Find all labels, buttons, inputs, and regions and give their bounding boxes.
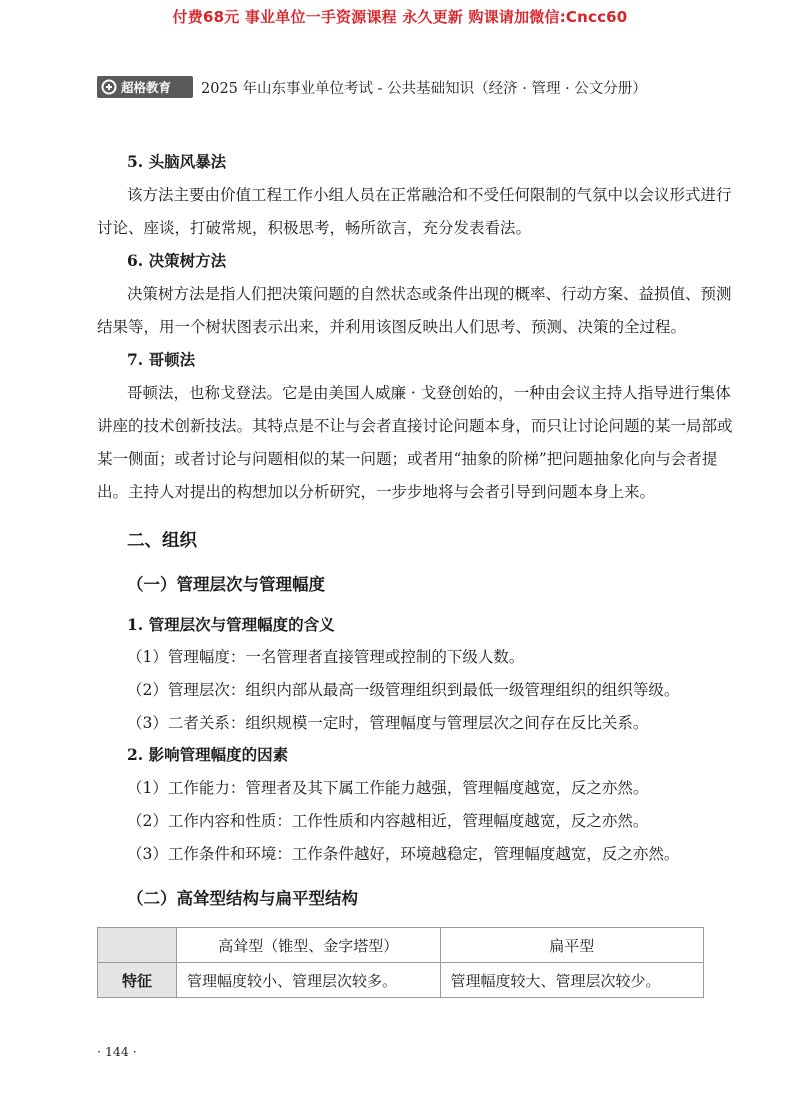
subsection-heading: （一）管理层次与管理幅度 <box>127 575 325 594</box>
table-header-row <box>98 928 704 963</box>
table-corner-cell <box>98 928 177 963</box>
promo-banner: 付费68元 事业单位一手资源课程 永久更新 购课请加微信:Cncc60 <box>172 8 628 26</box>
method-7-title: 7. 哥顿法 <box>127 350 196 369</box>
paragraph-line: 某一侧面；或者讨论与问题相似的某一问题；或者用“抽象的阶梯”把问题抽象化向与会者提 <box>97 450 718 468</box>
page-number: · 144 · <box>97 1044 137 1059</box>
column-header-tall: 高耸型（锥型、金字塔型） <box>177 928 441 963</box>
paragraph-line: 结果等，用一个树状图表示出来，并利用该图反映出人们思考、预测、决策的全过程。 <box>97 318 687 336</box>
logo-icon <box>101 79 117 95</box>
structure-comparison-table <box>97 927 704 998</box>
paragraph-line: 讲座的技术创新技法。其特点是不让与会者直接讨论问题本身，而只让讨论问题的某一局部或 <box>97 417 733 435</box>
table-row <box>98 963 704 998</box>
paragraph-line: 讨论、座谈，打破常规，积极思考，畅所欲言，充分发表看法。 <box>97 219 532 237</box>
section-heading: 二、组织 <box>127 531 197 551</box>
paragraph-line: 决策树方法是指人们把决策问题的自然状态或条件出现的概率、行动方案、益损值、预测 <box>127 285 732 303</box>
page-header <box>97 76 647 98</box>
row-header: 特征 <box>98 963 177 998</box>
list-item: （1）工作能力：管理者及其下属工作能力越强，管理幅度越宽，反之亦然。 <box>127 779 649 797</box>
point-1-title: 1. 管理层次与管理幅度的含义 <box>127 615 335 634</box>
method-6-title: 6. 决策树方法 <box>127 251 227 270</box>
table-cell: 管理幅度较小、管理层次较多。 <box>177 963 441 998</box>
point-2-title: 2. 影响管理幅度的因素 <box>127 745 289 764</box>
header-title: 2025 年山东事业单位考试 - 公共基础知识（经济 · 管理 · 公文分册） <box>201 80 647 97</box>
table-cell: 管理幅度较大、管理层次较少。 <box>440 963 704 998</box>
list-item: （3）二者关系：组织规模一定时，管理幅度与管理层次之间存在反比关系。 <box>127 714 649 732</box>
paragraph-line: 哥顿法，也称戈登法。它是由美国人威廉 · 戈登创始的，一种由会议主持人指导进行集体 <box>127 384 731 402</box>
paragraph-line: 该方法主要由价值工程工作小组人员在正常融洽和不受任何限制的气氛中以会议形式进行 <box>127 186 732 204</box>
list-item: （3）工作条件和环境：工作条件越好，环境越稳定，管理幅度越宽，反之亦然。 <box>127 845 680 863</box>
logo-text: 超格教育 <box>121 80 172 95</box>
publisher-logo <box>97 76 193 98</box>
method-5-title: 5. 头脑风暴法 <box>127 152 227 171</box>
list-item: （1）管理幅度：一名管理者直接管理或控制的下级人数。 <box>127 648 525 666</box>
list-item: （2）工作内容和性质：工作性质和内容越相近，管理幅度越宽，反之亦然。 <box>127 812 649 830</box>
list-item: （2）管理层次：组织内部从最高一级管理组织到最低一级管理组织的组织等级。 <box>127 681 680 699</box>
column-header-flat: 扁平型 <box>440 928 704 963</box>
subsection-heading: （二）高耸型结构与扁平型结构 <box>127 889 358 908</box>
paragraph-line: 出。主持人对提出的构想加以分析研究，一步步地将与会者引导到问题本身上来。 <box>97 483 656 501</box>
